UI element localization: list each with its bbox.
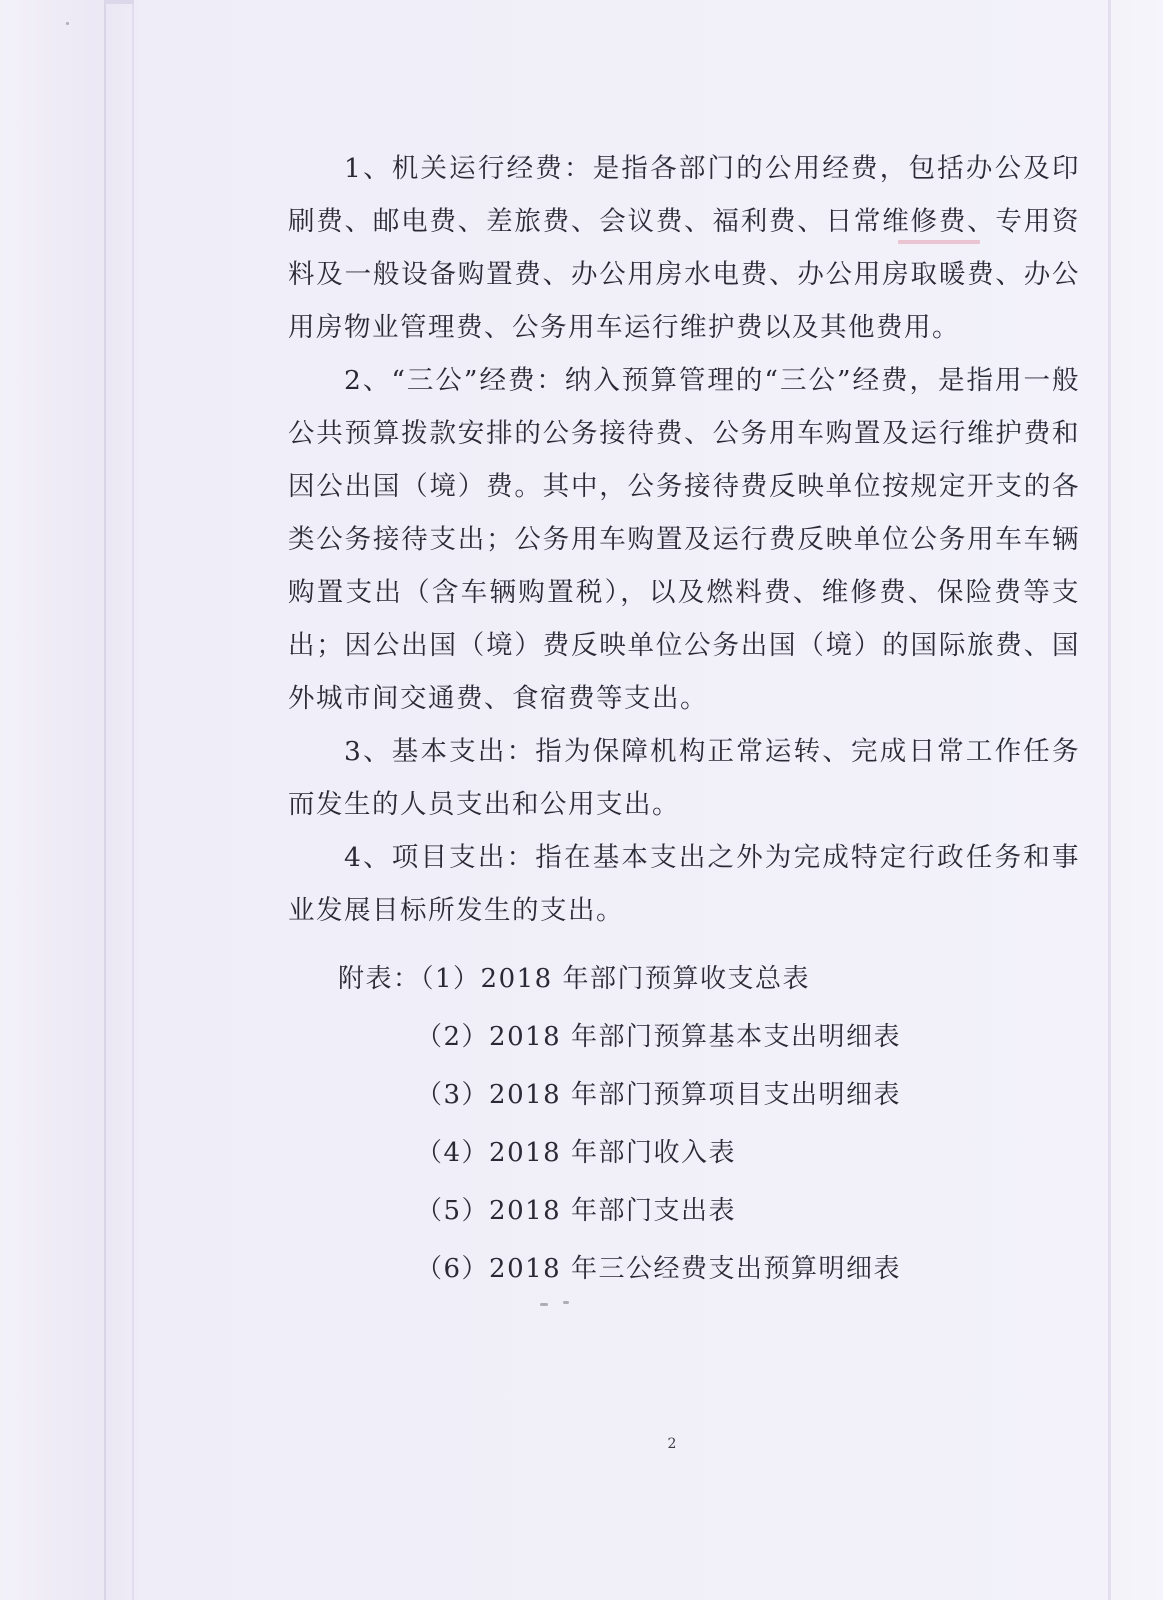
document-body bbox=[288, 142, 1080, 937]
ink-smudge bbox=[66, 22, 69, 25]
appendix-item: （1）2018 年部门预算收支总表 bbox=[420, 964, 810, 994]
appendix-item: （4）2018 年部门收入表 bbox=[416, 1138, 736, 1168]
definition-paragraph-project-expenditure: 4、项目支出：指在基本支出之外为完成特定行政任务和事业发展目标所发生的支出。 bbox=[288, 842, 1080, 926]
page-edge-top bbox=[104, 0, 134, 4]
page-edge-inner bbox=[132, 0, 134, 1600]
appendix-item: （2）2018 年部门预算基本支出明细表 bbox=[416, 1022, 901, 1052]
appendix-item: （3）2018 年部门预算项目支出明细表 bbox=[416, 1080, 901, 1110]
ink-smudge bbox=[563, 1301, 569, 1304]
definition-paragraph-basic-expenditure: 3、基本支出：指为保障机构正常运转、完成日常工作任务而发生的人员支出和公用支出。 bbox=[288, 736, 1080, 820]
page-edge-right bbox=[1108, 0, 1111, 1600]
definition-paragraph-three-public-costs: 2、“三公”经费：纳入预算管理的“三公”经费，是指用一般公共预算拨款安排的公务接待费、公务用车购置及运行维护费和因公出国（境）费。其中，公务接待费反映单位按规定开支的各类公务接待支出；公务用车购置及运行费反映单位公务用车车辆购置支出（含车辆购置税），以及燃料费、维修费、保险费等支出；因公出国（境）费反映单位公务出国（境）的国际旅费、国外城市间交通费、食宿费等支出。 bbox=[288, 365, 1080, 714]
page-number: 2 bbox=[667, 1436, 677, 1452]
appendix-row bbox=[338, 950, 958, 1008]
appendix-item: （6）2018 年三公经费支出预算明细表 bbox=[416, 1254, 901, 1284]
appendix-label: 附表： bbox=[338, 964, 421, 994]
appendix-item: （5）2018 年部门支出表 bbox=[416, 1196, 736, 1226]
ink-smudge bbox=[540, 1303, 548, 1306]
definition-paragraph-operating-costs: 1、机关运行经费：是指各部门的公用经费，包括办公及印刷费、邮电费、差旅费、会议费、福利费、日常维修费、专用资料及一般设备购置费、办公用房水电费、办公用房取暖费、办公用房物业管理费、公务用车运行维护费以及其他费用。 bbox=[288, 153, 1080, 343]
appendix-list bbox=[338, 950, 958, 1298]
page-edge-left bbox=[104, 0, 106, 1600]
